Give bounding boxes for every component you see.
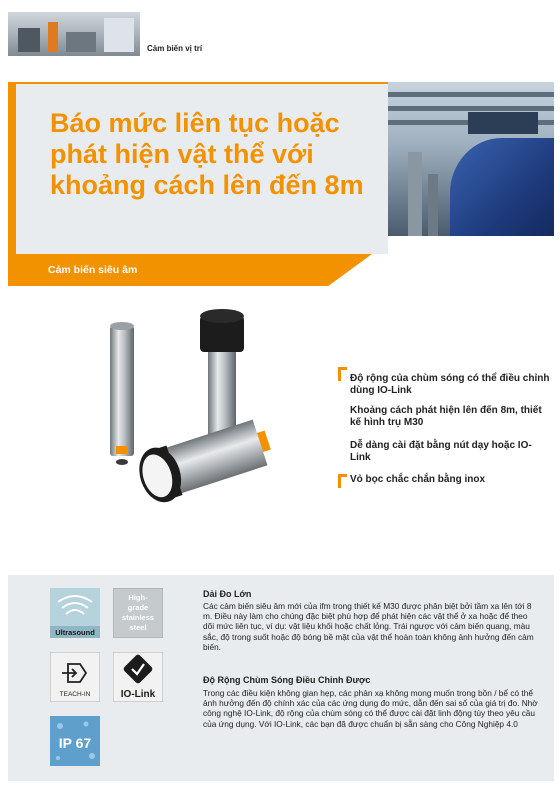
- tank-photo: [388, 82, 554, 236]
- banner-label: Cảm biến siêu âm: [48, 264, 138, 276]
- stainless-line2: grade: [127, 603, 149, 612]
- stainless-steel-icon: [113, 588, 163, 638]
- section-body: Trong các điều kiện không gian hẹp, các phản xạ không mong muốn trong bồn / bể có thể ảnh hưởng đến độ chính xác của các ứng dụng đo mức, dẫn đến sai số của giá trị đo. Nhờ công nghệ IO-Link, độ rộng của chùm sóng có thể được cài đặt linh động tùy theo yêu cầu của ứng dụng. Với IO-Link, các bạn đã được chuẩn bị sẵn sàng cho Công Nghiệp 4.0: [203, 688, 538, 729]
- ip67-label: IP 67: [58, 735, 92, 751]
- category-label: Cảm biến vị trí: [147, 44, 203, 53]
- feature-item: Vỏ bọc chắc chắn bằng inox: [350, 474, 486, 485]
- hero-title: Báo mức liên tục hoặc phát hiện vật thể với khoảng cách lên đến 8m: [50, 108, 364, 200]
- feature-item: Độ rộng của chùm sóng có thể điều chỉnh dùng IO-Link: [350, 373, 550, 396]
- teach-in-badge: [50, 652, 100, 702]
- ultrasound-badge: [50, 588, 100, 638]
- section-title: Độ Rộng Chùm Sóng Điều Chỉnh Được: [203, 675, 371, 685]
- ultrasound-icon: [50, 588, 100, 638]
- hero-accent-line: [8, 82, 388, 84]
- stainless-line1: High-: [128, 593, 148, 602]
- header-photo: [8, 12, 140, 56]
- feature-bracket: [338, 367, 347, 381]
- ultrasound-label: Ultrasound: [55, 628, 95, 637]
- stainless-line3: stainless: [121, 613, 155, 622]
- feature-item: Dễ dàng cài đặt bằng nút dạy hoặc IO-Link: [350, 440, 532, 463]
- feature-bracket: [338, 474, 347, 488]
- io-link-icon: [113, 652, 163, 702]
- hero-accent-bar: [8, 82, 16, 254]
- teach-in-icon: [50, 652, 100, 702]
- section-body: Các cảm biến siêu âm mới của ifm trong thiết kế M30 được phân biệt bởi tầm xa lên tới 8 m. Điều này làm cho chúng đặc biệt phù hợp để phát hiện các vật thể ở xa hoặc để theo dõi mức liên tục, ví dụ: vật liệu khối hoặc chất lỏng. Trái ngược với cảm biến quang, màu sắc, độ trong suốt hoặc độ bóng bề mặt của vật thể hoàn toàn không ảnh hưởng đến cảm biến.: [203, 601, 534, 652]
- section-title: Dải Đo Lớn: [203, 589, 252, 599]
- stainless-steel-badge: [113, 588, 163, 638]
- feature-item: Khoảng cách phát hiện lên đến 8m, thiết kế hình trụ M30: [350, 405, 542, 428]
- ip67-badge: [50, 716, 100, 766]
- io-link-badge: [113, 652, 163, 702]
- teach-in-label: TEACH-IN: [59, 691, 91, 698]
- io-link-label: IO-Link: [120, 689, 156, 700]
- stainless-line4: steel: [129, 623, 147, 632]
- sensor-product-image: [90, 306, 320, 556]
- ip67-icon: [50, 716, 100, 766]
